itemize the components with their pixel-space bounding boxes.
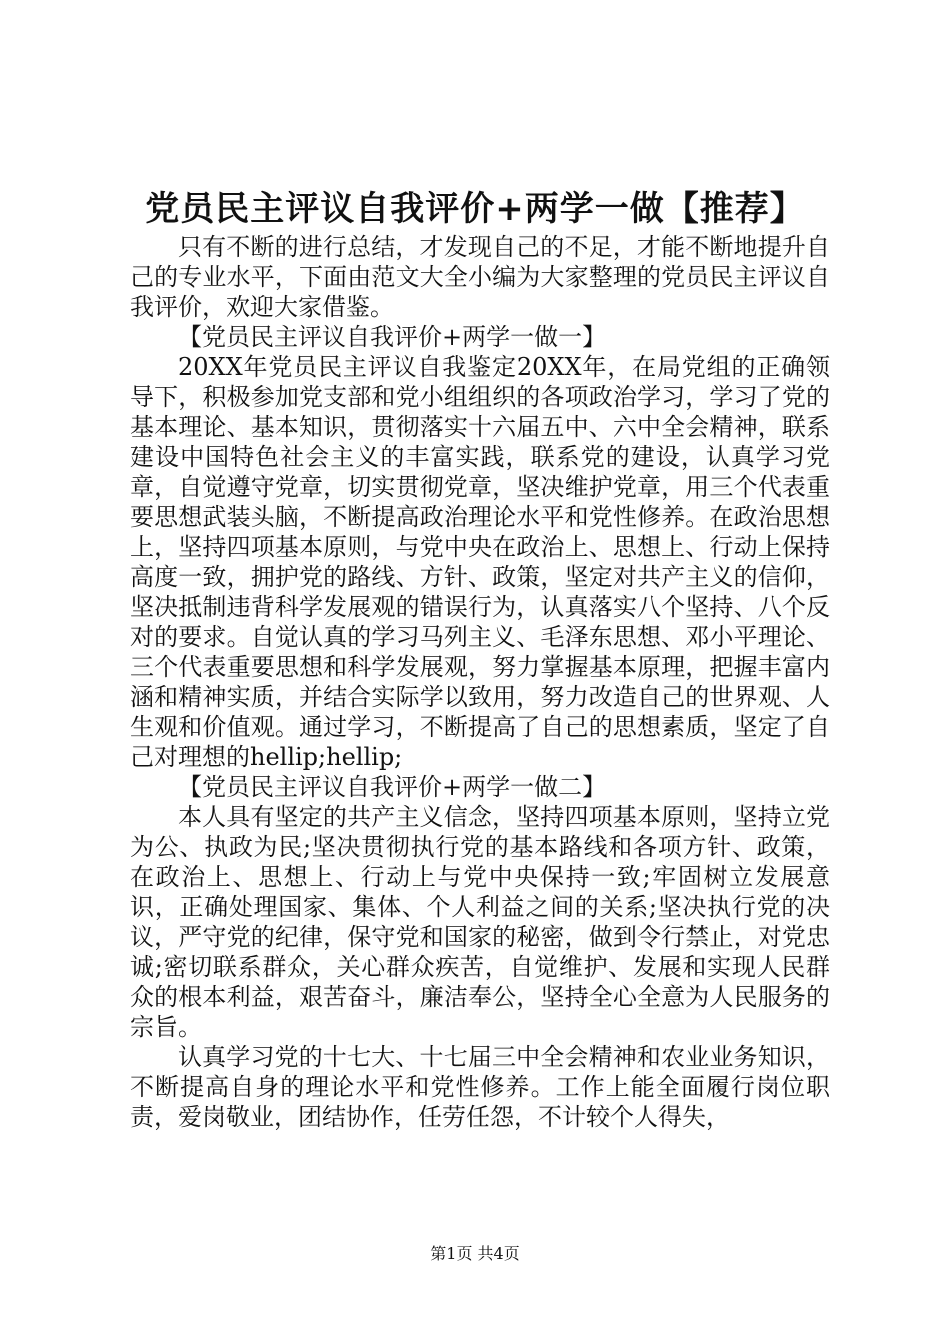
- section-heading-two: 【党员民主评议自我评价+两学一做二】: [178, 773, 607, 801]
- section-heading-one: 【党员民主评议自我评价+两学一做一】: [178, 323, 607, 351]
- page-number-footer: 第1页 共4页: [430, 1244, 520, 1263]
- section-two-paragraph-2: 认真学习党的十七大、十七届三中全会精神和农业业务知识，不断提高自身的理论水平和党性修养。工作上能全面履行岗位职责，爱岗敬业，团结协作，任劳任怨，不计较个人得失，: [130, 1043, 830, 1131]
- intro-paragraph: 只有不断的进行总结，才发现自己的不足，才能不断地提升自己的专业水平，下面由范文大全小编为大家整理的党员民主评议自我评价，欢迎大家借鉴。: [130, 233, 830, 321]
- document-title: 党员民主评议自我评价+两学一做【推荐】: [145, 189, 805, 229]
- section-two-paragraph-1: 本人具有坚定的共产主义信念，坚持四项基本原则，坚持立党为公、执政为民;坚决贯彻执行党的基本路线和各项方针、政策，在政治上、思想上、行动上与党中央保持一致;牢固树立发展意识，正确处理国家、集体、个人利益之间的关系;坚决执行党的决议，严守党的纪律，保守党和国家的秘密，做到令行禁止，对党忠诚;密切联系群众，关心群众疾苦，自觉维护、发展和实现人民群众的根本利益，艰苦奋斗，廉洁奉公，坚持全心全意为人民服务的宗旨。: [130, 803, 830, 1041]
- document-body: [130, 232, 830, 1132]
- section-one-paragraph: 20XX年党员民主评议自我鉴定20XX年，在局党组的正确领导下，积极参加党支部和党小组组织的各项政治学习，学习了党的基本理论、基本知识，贯彻落实十六届五中、六中全会精神，联系建设中国特色社会主义的丰富实践，联系党的建设，认真学习党章，自觉遵守党章，切实贯彻党章，坚决维护党章，用三个代表重要思想武装头脑，不断提高政治理论水平和党性修养。在政治思想上，坚持四项基本原则，与党中央在政治上、思想上、行动上保持高度一致，拥护党的路线、方针、政策，坚定对共产主义的信仰，坚决抵制违背科学发展观的错误行为，认真落实八个坚持、八个反对的要求。自觉认真的学习马列主义、毛泽东思想、邓小平理论、三个代表重要思想和科学发展观，努力掌握基本原理，把握丰富内涵和精神实质，并结合实际学以致用，努力改造自己的世界观、人生观和价值观。通过学习，不断提高了自己的思想素质，坚定了自己对理想的hellip;hellip;: [130, 353, 830, 771]
